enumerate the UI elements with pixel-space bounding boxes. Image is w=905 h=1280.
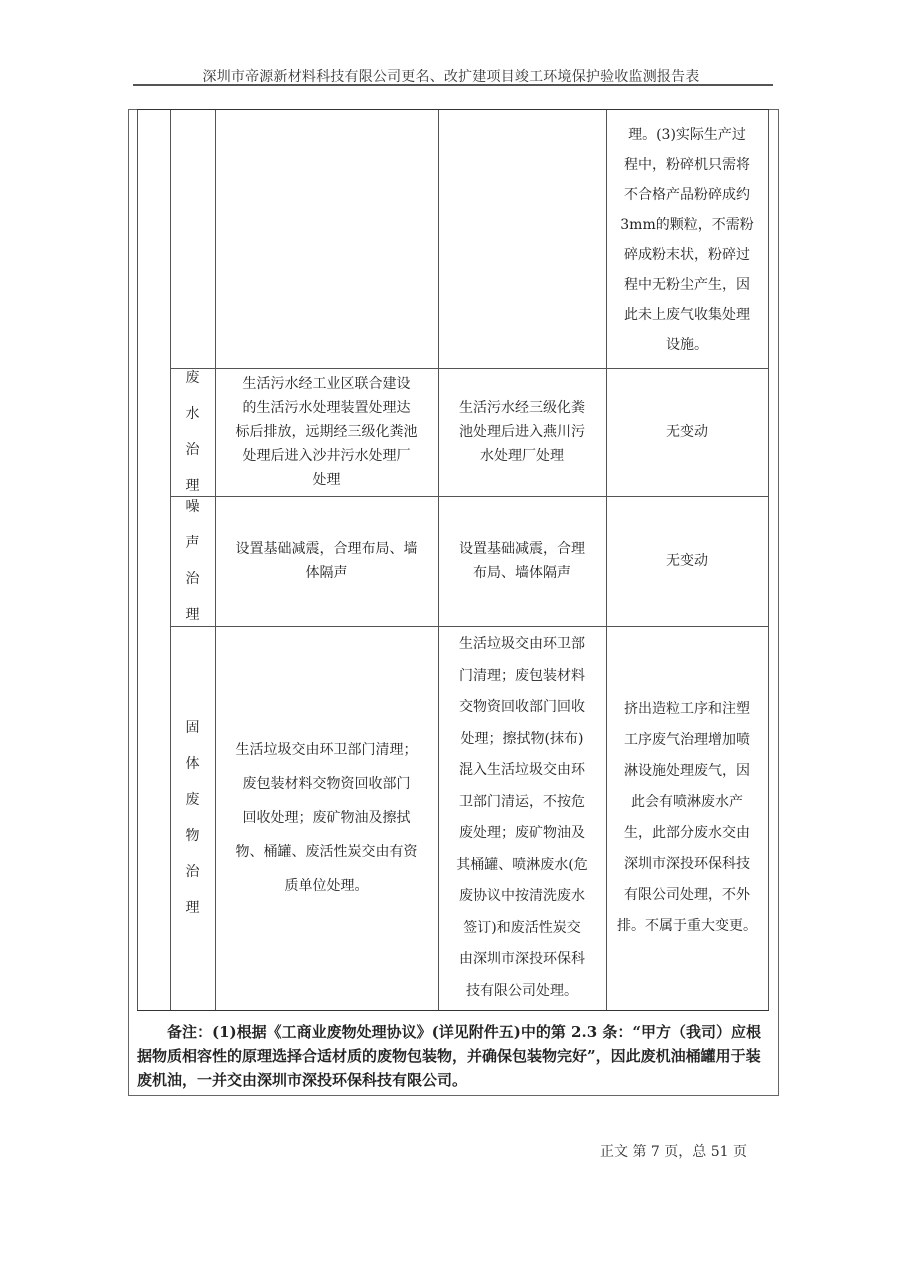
category-wastewater bbox=[170, 368, 215, 496]
text-line: 体隔声 bbox=[305, 565, 348, 581]
table-row-continued-change bbox=[606, 112, 768, 368]
text-line: 卫部门清运，不按危 bbox=[459, 793, 585, 810]
text-line: 排。不属于重大变更。 bbox=[617, 918, 757, 934]
text-line: 处理 bbox=[312, 472, 341, 488]
text-line: 生活垃圾交由环卫部门清理； bbox=[235, 742, 418, 758]
text-line: 此未上废气收集处理 bbox=[624, 307, 750, 323]
category-char: 废 bbox=[185, 370, 200, 386]
category-char: 废 bbox=[185, 792, 200, 808]
text-line: 生活污水经工业区联合建设 bbox=[242, 376, 411, 392]
text-line: 生活垃圾交由环卫部 bbox=[459, 636, 585, 652]
text-line: 挤出造粒工序和注塑 bbox=[624, 701, 750, 717]
text-line: 混入生活垃圾交由环 bbox=[459, 762, 585, 778]
text-line: 其桶罐、喷淋废水(危 bbox=[456, 856, 588, 873]
solid-waste-change bbox=[606, 626, 768, 1010]
report-header-title: 深圳市帝源新材料科技有限公司更名、改扩建项目竣工环境保护验收监测报告表 bbox=[202, 69, 700, 85]
category-char: 治 bbox=[185, 864, 200, 880]
category-char: 治 bbox=[185, 571, 200, 587]
category-char: 理 bbox=[185, 478, 200, 494]
category-char: 理 bbox=[185, 607, 200, 623]
category-char: 体 bbox=[185, 756, 200, 772]
text-line: 淋设施处理废气，因 bbox=[624, 763, 750, 779]
category-char: 固 bbox=[185, 720, 200, 736]
wastewater-original bbox=[215, 368, 438, 496]
remark-note: 备注：(1)根据《工商业废物处理协议》(详见附件五)中的第 2.3 条：“甲方（我司）应根据物质相容性的原理选择合适材质的废物包装物，并确保包装物完好”，因此废机油桶罐用于装废机油，一并交由深圳市深投环保科技有限公司。 bbox=[137, 1023, 761, 1089]
text-line: 废包装材料交物资回收部门 bbox=[242, 776, 411, 792]
text-line: 处理后进入沙井污水处理厂 bbox=[242, 448, 411, 464]
wastewater-actual bbox=[438, 368, 606, 496]
text-line: 交物资回收部门回收 bbox=[459, 699, 585, 715]
text-line: 3mm的颗粒，不需粉 bbox=[620, 217, 754, 233]
text-line: 程中，粉碎机只需将 bbox=[624, 157, 750, 173]
text-line: 的生活污水处理装置处理达 bbox=[242, 400, 411, 416]
text-line: 设置基础减震，合理 bbox=[459, 541, 585, 557]
solid-waste-actual bbox=[438, 626, 606, 1010]
text-line: 物、桶罐、废活性炭交由有资 bbox=[235, 844, 418, 860]
text-line: 处理；擦拭物(抹布) bbox=[460, 730, 584, 747]
text-line: 回收处理；废矿物油及擦拭 bbox=[242, 810, 411, 826]
category-char: 噪 bbox=[185, 499, 200, 515]
text-line: 由深圳市深投环保科 bbox=[459, 951, 585, 967]
text-line: 程中无粉尘产生，因 bbox=[624, 277, 750, 293]
text-line: 生，此部分废水交由 bbox=[624, 825, 750, 841]
category-char: 水 bbox=[185, 406, 200, 422]
text-line: 生活污水经三级化粪 bbox=[459, 400, 585, 416]
text-line: 设置基础减震，合理布局、墙 bbox=[235, 541, 418, 557]
noise-change: 无变动 bbox=[666, 553, 708, 569]
text-line: 碎成粉末状，粉碎过 bbox=[624, 247, 750, 263]
category-char: 理 bbox=[185, 900, 200, 916]
text-line: 废处理；废矿物油及 bbox=[459, 825, 585, 841]
solid-waste-original bbox=[215, 626, 438, 1010]
text-line: 布局、墙体隔声 bbox=[473, 565, 571, 581]
text-line: 质单位处理。 bbox=[284, 878, 369, 894]
category-noise bbox=[170, 496, 215, 626]
text-line: 水处理厂处理 bbox=[480, 448, 564, 464]
text-line: 废协议中按清洗废水 bbox=[459, 888, 585, 904]
text-line: 深圳市深投环保科技 bbox=[624, 856, 750, 872]
text-line: 池处理后进入燕川污 bbox=[459, 424, 585, 440]
header-rule bbox=[133, 84, 773, 86]
text-line: 技有限公司处理。 bbox=[466, 982, 578, 999]
text-line: 不合格产品粉碎成约 bbox=[624, 187, 750, 203]
col-divider bbox=[768, 110, 769, 1010]
noise-actual bbox=[438, 496, 606, 626]
text-line: 设施。 bbox=[666, 337, 708, 353]
text-line: 理。(3)实际生产过 bbox=[628, 127, 746, 143]
text-line: 签订)和废活性炭交 bbox=[463, 919, 581, 936]
text-line: 门清理；废包装材料 bbox=[459, 667, 585, 684]
category-solid-waste bbox=[170, 626, 215, 1010]
comparison-table bbox=[137, 109, 769, 1011]
category-char: 物 bbox=[185, 828, 200, 844]
page-number: 正文 第 7 页，总 51 页 bbox=[600, 1144, 747, 1160]
wastewater-change: 无变动 bbox=[666, 424, 708, 440]
category-char: 声 bbox=[185, 535, 200, 551]
text-line: 标后排放，远期经三级化粪池 bbox=[235, 424, 418, 440]
text-line: 此会有喷淋废水产 bbox=[631, 794, 743, 810]
text-line: 工序废气治理增加喷 bbox=[624, 732, 750, 748]
category-char: 治 bbox=[185, 442, 200, 458]
text-line: 有限公司处理，不外 bbox=[624, 887, 750, 903]
noise-original bbox=[215, 496, 438, 626]
